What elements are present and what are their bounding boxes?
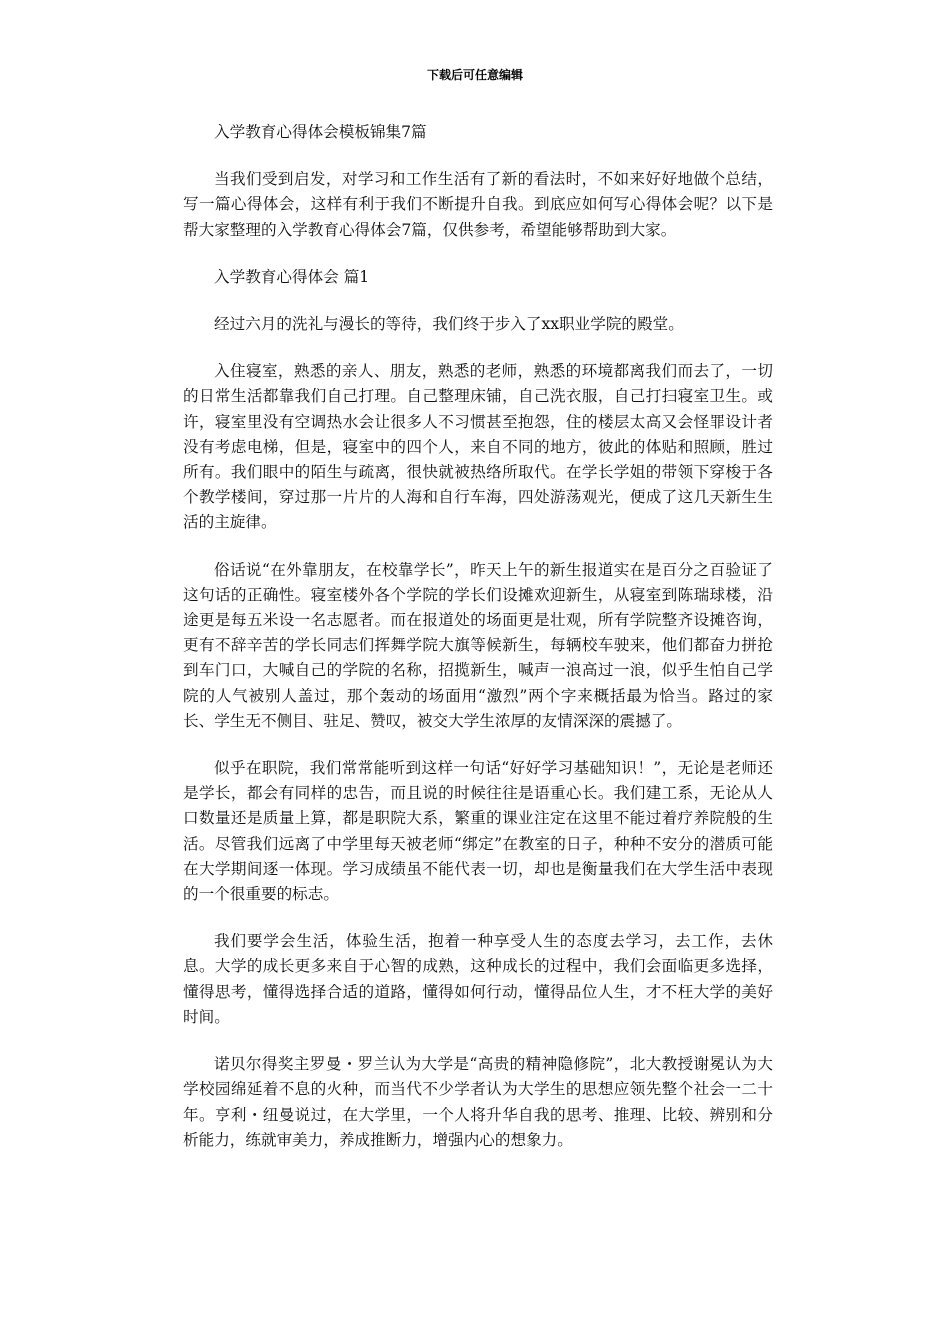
document-body: [183, 120, 773, 1175]
document-title: 入学教育心得体会模板锦集7篇: [214, 123, 427, 141]
section-heading: 入学教育心得体会 篇1: [214, 267, 370, 286]
page-header-note: 下载后可任意编辑: [426, 68, 523, 82]
body-paragraph: 诺贝尔得奖主罗曼・罗兰认为大学是“高贵的精神隐修院”，北大教授谢冕认为大学校园绵延着不息的火种，而当代不少学者认为大学生的思想应领先整个社会一二十年。亨利・纽曼说过，在大学里，一个人将升华自我的思考、推理、比较、辨别和分析能力，练就审美力，养成推断力，增强内心的想象力。: [183, 1055, 773, 1149]
body-paragraph: 我们要学会生活，体验生活，抱着一种享受人生的态度去学习，去工作，去休息。大学的成长更多来自于心智的成熟，这种成长的过程中，我们会面临更多选择，懂得思考，懂得选择合适的道路，懂得如何行动，懂得品位人生，才不枉大学的美好时间。: [183, 932, 773, 1026]
body-paragraph: 似乎在职院，我们常常能听到这样一句话“好好学习基础知识！”，无论是老师还是学长，都会有同样的忠告，而且说的时候往往是语重心长。我们建工系，无论从人口数量还是质量上算，都是职院大系，繁重的课业注定在这里不能过着疗养院般的生活。尽管我们远离了中学里每天被老师“绑定”在教室的日子，种种不安分的潜质可能在大学期间逐一体现。学习成绩虽不能代表一切，却也是衡量我们在大学生活中表现的一个很重要的标志。: [183, 759, 773, 904]
body-paragraph: 入住寝室，熟悉的亲人、朋友，熟悉的老师，熟悉的环境都离我们而去了，一切的日常生活都靠我们自己打理。自己整理床铺，自己洗衣服，自己打扫寝室卫生。或许，寝室里没有空调热水会让很多人不习惯甚至抱怨，住的楼层太高又会怪罪设计者没有考虑电梯，但是，寝室中的四个人，来自不同的地方，彼此的体贴和照顾，胜过所有。我们眼中的陌生与疏离，很快就被热络所取代。在学长学姐的带领下穿梭于各个教学楼间，穿过那一片片的人海和自行车海，四处游荡观光，便成了这几天新生生活的主旋律。: [183, 362, 773, 532]
body-paragraph: 俗话说“在外靠朋友，在校靠学长”，昨天上午的新生报道实在是百分之百验证了这句话的正确性。寝室楼外各个学院的学长们设摊欢迎新生，从寝室到陈瑞球楼，沿途更是每五米设一名志愿者。而在报道处的场面更是壮观，所有学院整齐设摊咨询，更有不辞辛苦的学长同志们挥舞学院大旗等候新生，每辆校车驶来，他们都奋力拼抢到车门口，大喊自己的学院的名称，招揽新生，喊声一浪高过一浪，似乎生怕自己学院的人气被别人盖过，那个轰动的场面用“激烈”两个字来概括最为恰当。路过的家长、学生无不侧目、驻足、赞叹，被交大学生浓厚的友情深深的震撼了。: [183, 560, 773, 730]
body-paragraph: 经过六月的洗礼与漫长的等待，我们终于步入了xx职业学院的殿堂。: [214, 315, 684, 334]
intro-paragraph: 当我们受到启发，对学习和工作生活有了新的看法时，不如来好好地做个总结，写一篇心得体会，这样有利于我们不断提升自我。到底应如何写心得体会呢？以下是帮大家整理的入学教育心得体会7篇，仅供参考，希望能够帮助到大家。: [183, 170, 773, 239]
